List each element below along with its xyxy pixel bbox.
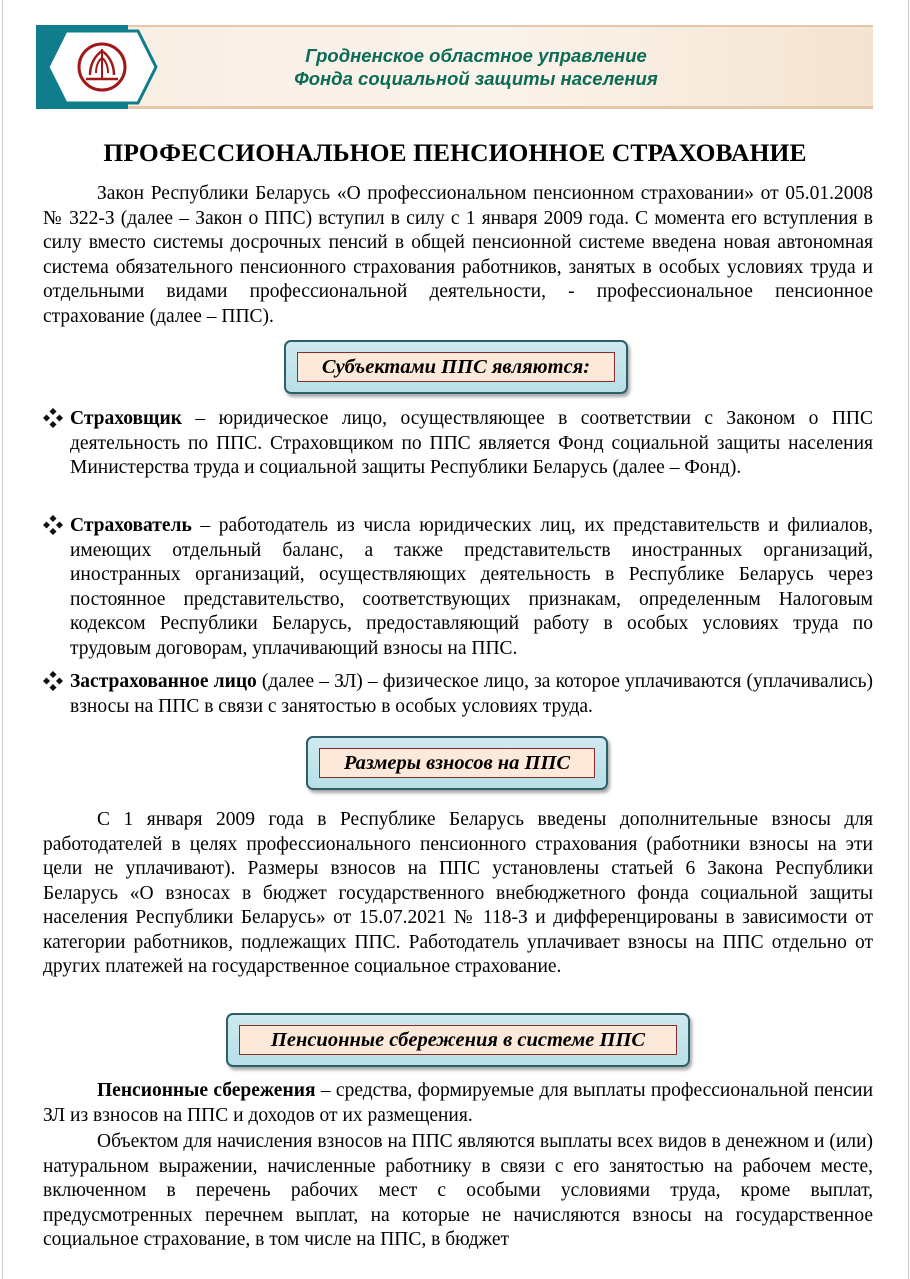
banner-title (266, 44, 686, 90)
section-contributions-heading-box (306, 736, 608, 790)
section-savings-heading: Пенсионные сбережения в системе ППС (239, 1025, 677, 1055)
diamond-bullet-icon (43, 408, 63, 428)
banner-title-line2: Фонда социальной защиты населения (294, 68, 658, 89)
term-policyholder: Страхователь (70, 515, 192, 536)
bullet-insurer-text (70, 407, 873, 481)
banner-title-line1: Гродненское областное управление (305, 45, 647, 66)
page-title: ПРОФЕССИОНАЛЬНОЕ ПЕНСИОННОЕ СТРАХОВАНИЕ (103, 138, 807, 167)
section-contributions-heading: Размеры взносов на ППС (319, 748, 595, 778)
contributions-paragraph: С 1 января 2009 года в Республике Беларусь введены дополнительные взносы для работодателей в целях профессионального пенсионного страхования (работники взносы на эти цели не уплачивают). Размеры взносов на ППС установлены статьей 6 Закона Республики Беларусь «О взносах в бюджет государственного внебюджетного фонда социальной защиты населения Республики Беларусь» от 15.07.2021 № 118-З и дифференцированы в зависимости от категории работников, подлежащих ППС. Работодатель уплачивает взносы на ППС отдельно от других платежей на государственное социальное страхование. (43, 809, 873, 977)
header-banner (36, 25, 873, 109)
bullet-insured-person (43, 670, 873, 719)
desc-insured-person: (далее – ЗЛ) – физическое лицо, за которое уплачиваются (уплачивались) взносы на ППС в связи с занятостью в особых условиях труда. (70, 671, 874, 717)
fund-logo-icon (46, 29, 158, 105)
bullet-insured-person-text (70, 670, 873, 719)
intro-paragraph: Закон Республики Беларусь «О профессиональном пенсионном страховании» от 05.01.2008 № 322-З (далее – Закон о ППС) вступил в силу с 1 января 2009 года. С момента его вступления в силу вместо системы досрочных пенсий в общей пенсионной системе введена новая автономная система обязательного пенсионного страхования работников, занятых в особых условиях труда и отдельными видами профессиональной деятельности, - профессиональное пенсионное страхование (далее – ППС). (43, 183, 873, 327)
bullet-policyholder-text (70, 514, 873, 661)
bullet-insurer (43, 407, 873, 481)
object-paragraph: Объектом для начисления взносов на ППС являются выплаты всех видов в денежном и (или) натуральном выражении, начисленные работнику в связи с его занятостью на рабочем месте, включенном в перечень рабочих мест с особыми условиями труда, кроме выплат, предусмотренных перечнем выплат, на которые не начисляются взносы на государственное социальное страхование, в том числе на ППС, в бюджет (43, 1131, 873, 1250)
term-savings: Пенсионные сбережения (97, 1080, 316, 1101)
diamond-bullet-icon (43, 515, 63, 535)
section-savings-heading-box (226, 1013, 690, 1067)
section-subjects-heading: Субъектами ППС являются: (297, 352, 615, 382)
desc-savings: – средства, формируемые для выплаты профессиональной пенсии ЗЛ из взносов на ППС и доходов от их размещения. (43, 1080, 873, 1126)
desc-policyholder: – работодатель из числа юридических лиц, их представительств и филиалов, имеющих отдельный баланс, а также представительств иностранных организаций, иностранных организаций, осуществляющих деятельность в Республике Беларусь через постоянное представительство, соответствующих признакам, определенным Налоговым кодексом Республики Беларусь, предоставляющий работу в особых условиях труда по трудовым договорам, уплачивающий взносы на ППС. (70, 515, 873, 659)
term-insured-person: Застрахованное лицо (70, 671, 257, 692)
banner-top-stripe (36, 25, 873, 27)
savings-definition-paragraph (43, 1079, 873, 1128)
bullet-policyholder (43, 514, 873, 661)
banner-bottom-stripe (36, 106, 873, 109)
term-insurer: Страховщик (70, 408, 182, 429)
diamond-bullet-icon (43, 671, 63, 691)
desc-insurer: – юридическое лицо, осуществляющее в соответствии с Законом о ППС деятельность по ППС. Страховщиком по ППС является Фонд социальной защиты населения Министерства труда и социальной защиты Республики Беларусь (далее – Фонд). (70, 408, 873, 478)
section-subjects-heading-box (284, 340, 628, 394)
